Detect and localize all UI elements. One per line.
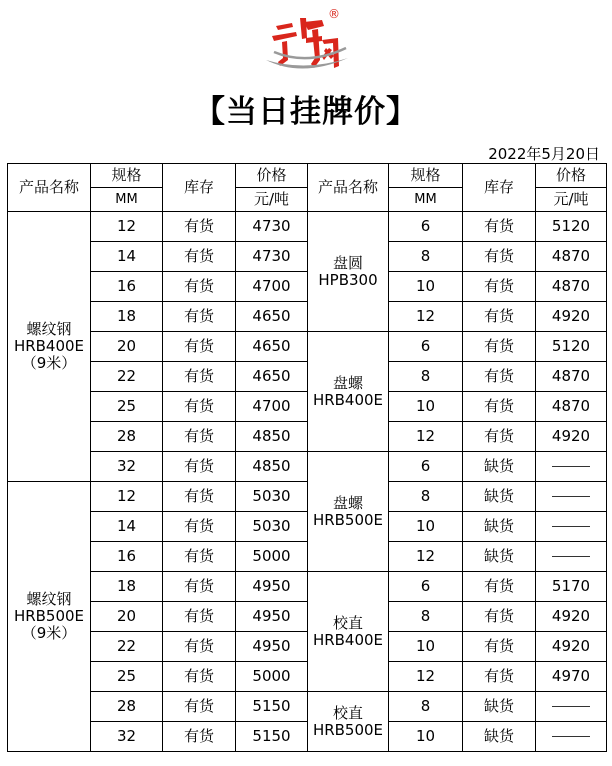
spec-cell-right: 12 <box>389 302 463 332</box>
stock-cell: 有货 <box>163 722 236 752</box>
product-name-cell-right <box>308 692 389 752</box>
table-row <box>8 392 607 422</box>
stock-cell: 有货 <box>163 512 236 542</box>
product-name-line: 螺纹钢 <box>26 320 72 338</box>
spec-cell-right: 10 <box>389 722 463 752</box>
spec-cell: 22 <box>91 632 163 662</box>
spec-cell-right: 12 <box>389 422 463 452</box>
product-name-line: HRB500E <box>13 607 85 625</box>
stock-cell: 有货 <box>163 332 236 362</box>
price-table <box>7 163 607 752</box>
header-spec-unit-right: MM <box>389 188 463 212</box>
spec-cell-right: 6 <box>389 332 463 362</box>
product-name-cell-right <box>308 572 389 692</box>
spec-cell-right: 8 <box>389 482 463 512</box>
no-price-dash <box>552 526 590 527</box>
spec-cell-right: 8 <box>389 362 463 392</box>
product-name-line: HRB500E <box>312 510 384 529</box>
price-cell: 4650 <box>236 362 308 392</box>
stock-cell: 有货 <box>163 662 236 692</box>
header-price-unit: 元/吨 <box>236 188 308 212</box>
stock-cell-right: 缺货 <box>463 722 536 752</box>
header-price-right: 价格 <box>536 164 607 188</box>
table-row <box>8 362 607 392</box>
price-cell-right <box>536 542 607 572</box>
stock-cell-right: 缺货 <box>463 452 536 482</box>
no-price-dash <box>552 556 590 557</box>
table-row <box>8 242 607 272</box>
stock-cell-right: 有货 <box>463 332 536 362</box>
price-cell-right: 4920 <box>536 302 607 332</box>
price-cell: 5150 <box>236 722 308 752</box>
price-cell-right <box>536 512 607 542</box>
price-cell-right: 5120 <box>536 212 607 242</box>
product-name-cell-right <box>308 332 389 452</box>
product-name-line: 校直 <box>332 613 363 632</box>
spec-cell: 18 <box>91 302 163 332</box>
spec-cell-right: 6 <box>389 452 463 482</box>
spec-cell-right: 6 <box>389 212 463 242</box>
price-cell: 5000 <box>236 542 308 572</box>
product-name-line: HPB300 <box>318 270 378 289</box>
stock-cell-right: 有货 <box>463 242 536 272</box>
price-cell-right <box>536 722 607 752</box>
stock-cell-right: 缺货 <box>463 692 536 722</box>
table-row <box>8 302 607 332</box>
stock-cell: 有货 <box>163 362 236 392</box>
stock-cell: 有货 <box>163 542 236 572</box>
stock-cell-right: 缺货 <box>463 482 536 512</box>
price-cell-right: 4920 <box>536 632 607 662</box>
spec-cell-right: 10 <box>389 272 463 302</box>
no-price-dash <box>552 496 590 497</box>
header-spec: 规格 <box>91 164 163 188</box>
product-name-line: 盘螺 <box>332 373 363 392</box>
spec-cell: 32 <box>91 452 163 482</box>
stock-cell-right: 有货 <box>463 602 536 632</box>
price-cell-right <box>536 482 607 512</box>
price-cell-right: 4870 <box>536 242 607 272</box>
header-spec-unit: MM <box>91 188 163 212</box>
table-row <box>8 452 607 482</box>
table-row <box>8 572 607 602</box>
price-cell: 4950 <box>236 572 308 602</box>
stock-cell: 有货 <box>163 602 236 632</box>
table-row <box>8 512 607 542</box>
stock-cell: 有货 <box>163 632 236 662</box>
stock-cell: 有货 <box>163 302 236 332</box>
price-cell: 5150 <box>236 692 308 722</box>
price-cell-right: 5170 <box>536 572 607 602</box>
spec-cell-right: 6 <box>389 572 463 602</box>
spec-cell: 16 <box>91 272 163 302</box>
price-cell: 4650 <box>236 302 308 332</box>
table-row <box>8 602 607 632</box>
product-name-line: HRB400E <box>312 390 384 409</box>
product-name-line: HRB500E <box>312 720 384 739</box>
spec-cell: 25 <box>91 662 163 692</box>
spec-cell-right: 10 <box>389 392 463 422</box>
table-row <box>8 272 607 302</box>
product-name-line: 校直 <box>332 703 363 722</box>
spec-cell: 14 <box>91 242 163 272</box>
no-price-dash <box>552 706 590 707</box>
price-cell-right: 4970 <box>536 662 607 692</box>
stock-cell: 有货 <box>163 272 236 302</box>
product-name-cell-right <box>308 452 389 572</box>
price-date: 2022年5月20日 <box>488 145 600 163</box>
stock-cell-right: 缺货 <box>463 512 536 542</box>
price-cell: 5030 <box>236 512 308 542</box>
price-cell: 4950 <box>236 632 308 662</box>
product-name-line: HRB400E <box>13 337 85 355</box>
stock-cell-right: 有货 <box>463 422 536 452</box>
table-body <box>8 212 607 752</box>
price-cell-right: 4920 <box>536 602 607 632</box>
price-cell: 4650 <box>236 332 308 362</box>
price-cell-right: 4920 <box>536 422 607 452</box>
stock-cell-right: 有货 <box>463 392 536 422</box>
spec-cell: 28 <box>91 692 163 722</box>
product-name-line: （9米） <box>21 624 77 642</box>
table-row <box>8 482 607 512</box>
spec-cell-right: 10 <box>389 632 463 662</box>
stock-cell: 有货 <box>163 392 236 422</box>
table-row <box>8 692 607 722</box>
product-name-cell <box>8 212 91 482</box>
stock-cell-right: 有货 <box>463 632 536 662</box>
price-cell-right: 4870 <box>536 272 607 302</box>
table-row <box>8 422 607 452</box>
product-name-line: HRB400E <box>312 630 384 649</box>
spec-cell: 22 <box>91 362 163 392</box>
price-cell-right: 5120 <box>536 332 607 362</box>
price-cell-right: 4870 <box>536 362 607 392</box>
table-row <box>8 332 607 362</box>
header-stock: 库存 <box>163 164 236 212</box>
product-name-cell-right <box>308 212 389 332</box>
product-name-line: 螺纹钢 <box>26 590 72 608</box>
product-name-line: 盘螺 <box>332 493 363 512</box>
price-cell: 4700 <box>236 272 308 302</box>
stock-cell-right: 有货 <box>463 572 536 602</box>
price-cell: 5030 <box>236 482 308 512</box>
spec-cell: 25 <box>91 392 163 422</box>
spec-cell-right: 8 <box>389 602 463 632</box>
price-cell: 4950 <box>236 602 308 632</box>
price-cell: 4730 <box>236 212 308 242</box>
no-price-dash <box>552 736 590 737</box>
price-cell: 4730 <box>236 242 308 272</box>
spec-cell: 20 <box>91 602 163 632</box>
spec-cell-right: 12 <box>389 542 463 572</box>
header-stock-right: 库存 <box>463 164 536 212</box>
page-title: 【当日挂牌价】 <box>194 94 418 130</box>
price-cell-right: 4870 <box>536 392 607 422</box>
stock-cell-right: 有货 <box>463 662 536 692</box>
table-header <box>8 164 607 212</box>
spec-cell-right: 8 <box>389 242 463 272</box>
stock-cell-right: 有货 <box>463 362 536 392</box>
price-cell: 5000 <box>236 662 308 692</box>
spec-cell: 14 <box>91 512 163 542</box>
spec-cell-right: 10 <box>389 512 463 542</box>
table-row <box>8 212 607 242</box>
header-price: 价格 <box>236 164 308 188</box>
header-price-unit-right: 元/吨 <box>536 188 607 212</box>
price-cell: 4850 <box>236 452 308 482</box>
stock-cell-right: 缺货 <box>463 542 536 572</box>
stock-cell: 有货 <box>163 242 236 272</box>
spec-cell: 28 <box>91 422 163 452</box>
header-product-name-right: 产品名称 <box>308 164 389 212</box>
header-product-name: 产品名称 <box>8 164 91 212</box>
table-row <box>8 722 607 752</box>
price-cell: 4850 <box>236 422 308 452</box>
stock-cell: 有货 <box>163 482 236 512</box>
stock-cell-right: 有货 <box>463 212 536 242</box>
no-price-dash <box>552 466 590 467</box>
table-row <box>8 662 607 692</box>
product-name-cell <box>8 482 91 752</box>
header-spec-right: 规格 <box>389 164 463 188</box>
stock-cell: 有货 <box>163 422 236 452</box>
stock-cell: 有货 <box>163 212 236 242</box>
price-cell-right <box>536 692 607 722</box>
price-cell: 4700 <box>236 392 308 422</box>
spec-cell: 16 <box>91 542 163 572</box>
spec-cell: 12 <box>91 212 163 242</box>
spec-cell-right: 12 <box>389 662 463 692</box>
product-name-line: 盘圆 <box>332 253 363 272</box>
spec-cell: 32 <box>91 722 163 752</box>
spec-cell: 18 <box>91 572 163 602</box>
price-cell-right <box>536 452 607 482</box>
product-name-line: （9米） <box>21 354 77 372</box>
spec-cell-right: 8 <box>389 692 463 722</box>
spec-cell: 12 <box>91 482 163 512</box>
table-row <box>8 542 607 572</box>
stock-cell: 有货 <box>163 452 236 482</box>
table-row <box>8 632 607 662</box>
stock-cell-right: 有货 <box>463 272 536 302</box>
stock-cell-right: 有货 <box>463 302 536 332</box>
registered-mark: ® <box>328 7 340 21</box>
stock-cell: 有货 <box>163 572 236 602</box>
spec-cell: 20 <box>91 332 163 362</box>
stock-cell: 有货 <box>163 692 236 722</box>
